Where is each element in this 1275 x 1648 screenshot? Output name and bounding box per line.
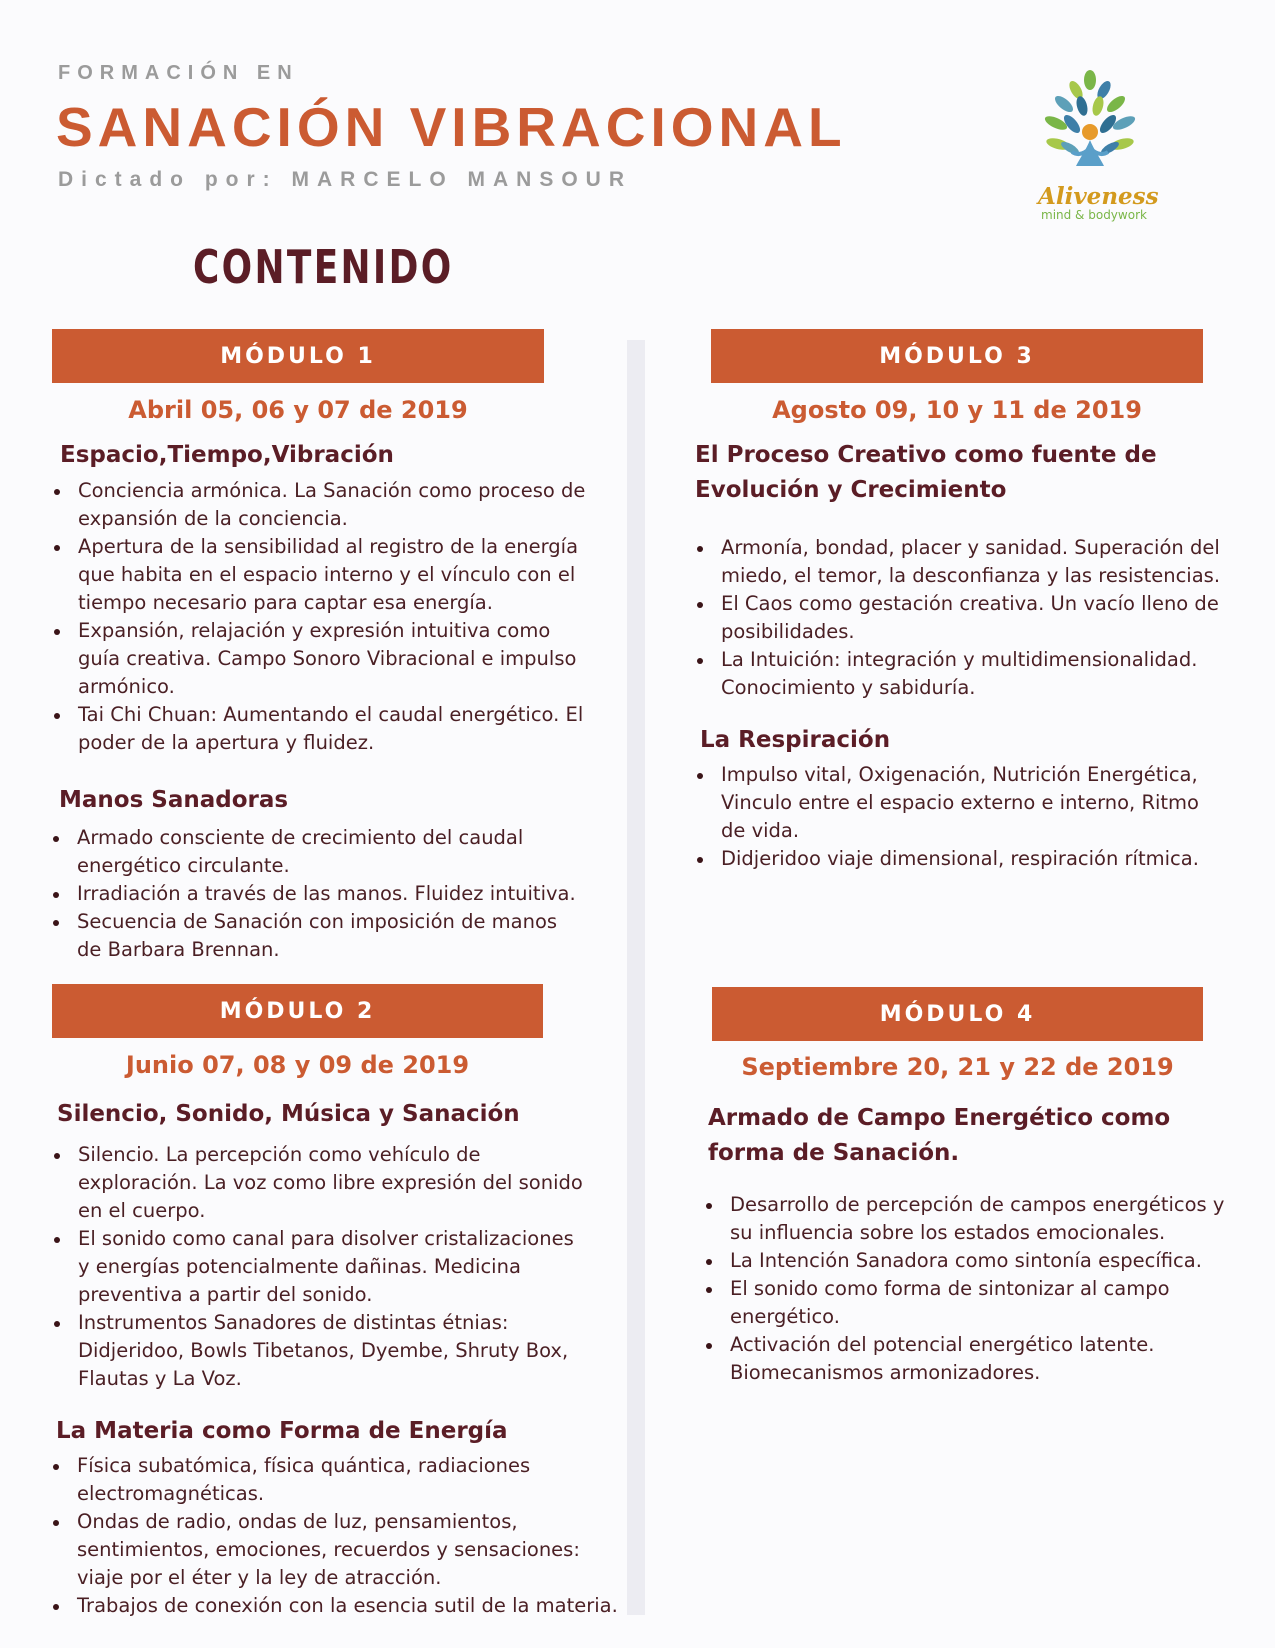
list-item: Secuencia de Sanación con imposición de manos de Barbara Brennan. <box>51 908 587 964</box>
tree-center <box>1082 124 1098 140</box>
module-1-topic-1-heading: Espacio,Tiempo,Vibración <box>60 442 394 468</box>
list-item: El Caos como gestación creativa. Un vacío lleno de posibilidades. <box>695 590 1235 646</box>
list-item: Didjeridoo viaje dimensional, respiración rítmica. <box>695 845 1225 873</box>
column-divider <box>627 340 645 1615</box>
module-3-date: Agosto 09, 10 y 11 de 2019 <box>772 396 1142 424</box>
list-item: Tai Chi Chuan: Aumentando el caudal energético. El poder de la apertura y fluidez. <box>52 701 588 757</box>
logo-tagline: mind & bodywork <box>1041 208 1147 222</box>
list-item: Armado consciente de crecimiento del caudal energético circulante. <box>51 824 587 880</box>
list-item: Expansión, relajación y expresión intuitiva como guía creativa. Campo Sonoro Vibracional e impulso armónico. <box>52 617 588 701</box>
module-1-topic-2-list <box>51 824 587 964</box>
module-3-topic-2-heading: La Respiración <box>700 727 891 753</box>
list-item: Impulso vital, Oxigenación, Nutrición Energética, Vinculo entre el espacio externo e interno, Ritmo de vida. <box>695 761 1225 845</box>
list-item: La Intención Sanadora como sintonía específica. <box>704 1247 1244 1275</box>
module-1-topic-1-list <box>52 477 588 757</box>
list-item: El sonido como canal para disolver cristalizaciones y energías potencialmente dañinas. Medicina preventiva a partir del sonido. <box>52 1225 588 1309</box>
module-1-header: MÓDULO 1 <box>52 329 544 383</box>
list-item: Física subatómica, física quántica, radiaciones electromagnéticas. <box>51 1452 621 1508</box>
list-item: Conciencia armónica. La Sanación como proceso de expansión de la conciencia. <box>52 477 588 533</box>
module-2-topic-1-heading: Silencio, Sonido, Música y Sanación <box>57 1101 520 1127</box>
list-item: La Intuición: integración y multidimensionalidad. Conocimiento y sabiduría. <box>695 646 1235 702</box>
list-item: Instrumentos Sanadores de distintas étnias: Didjeridoo, Bowls Tibetanos, Dyembe, Shruty Box, Flautas y La Voz. <box>52 1309 588 1393</box>
list-item: Silencio. La percepción como vehículo de exploración. La voz como libre expresión del sonido en el cuerpo. <box>52 1141 588 1225</box>
module-2-date: Junio 07, 08 y 09 de 2019 <box>125 1051 470 1079</box>
instructor-byline: Dictado por: MARCELO MANSOUR <box>58 168 632 191</box>
module-2-topic-2-heading: La Materia como Forma de Energía <box>56 1418 508 1444</box>
module-1-topic-2-heading: Manos Sanadoras <box>59 787 289 813</box>
module-3-header: MÓDULO 3 <box>711 329 1203 383</box>
list-item: Irradiación a través de las manos. Fluidez intuitiva. <box>51 880 587 908</box>
module-2-topic-2-list <box>51 1452 621 1620</box>
list-item: El sonido como forma de sintonizar al campo energético. <box>704 1275 1244 1331</box>
module-4-date: Septiembre 20, 21 y 22 de 2019 <box>741 1053 1174 1081</box>
list-item: Trabajos de conexión con la esencia sutil de la materia. <box>51 1592 621 1620</box>
logo-wordmark: Aliveness <box>1038 183 1159 210</box>
course-title: SANACIÓN VIBRACIONAL <box>56 96 847 158</box>
section-title: CONTENIDO <box>193 240 454 294</box>
list-item: Apertura de la sensibilidad al registro de la energía que habita en el espacio interno y el vínculo con el tiempo necesario para captar esa energía. <box>52 533 588 617</box>
list-item: Armonía, bondad, placer y sanidad. Superación del miedo, el temor, la desconfianza y las resistencias. <box>695 534 1235 590</box>
course-subtitle: FORMACIÓN EN <box>58 62 299 84</box>
module-4-topic-1-list <box>704 1191 1244 1387</box>
module-4-topic-1-heading: Armado de Campo Energético como forma de Sanación. <box>708 1105 1171 1166</box>
module-4-header: MÓDULO 4 <box>712 987 1203 1041</box>
list-item: Desarrollo de percepción de campos energéticos y su influencia sobre los estados emocionales. <box>704 1191 1244 1247</box>
module-3-topic-1-heading: El Proceso Creativo como fuente de Evolución y Crecimiento <box>695 442 1157 503</box>
module-2-header: MÓDULO 2 <box>52 984 543 1038</box>
list-item: Activación del potencial energético latente. Biomecanismos armonizadores. <box>704 1331 1244 1387</box>
module-3-topic-1-list <box>695 534 1235 702</box>
module-2-topic-1-list <box>52 1141 588 1393</box>
module-3-topic-2-list <box>695 761 1225 873</box>
list-item: Ondas de radio, ondas de luz, pensamientos, sentimientos, emociones, recuerdos y sensaciones: viaje por el éter y la ley de atracción. <box>51 1508 621 1592</box>
module-1-date: Abril 05, 06 y 07 de 2019 <box>128 396 468 424</box>
